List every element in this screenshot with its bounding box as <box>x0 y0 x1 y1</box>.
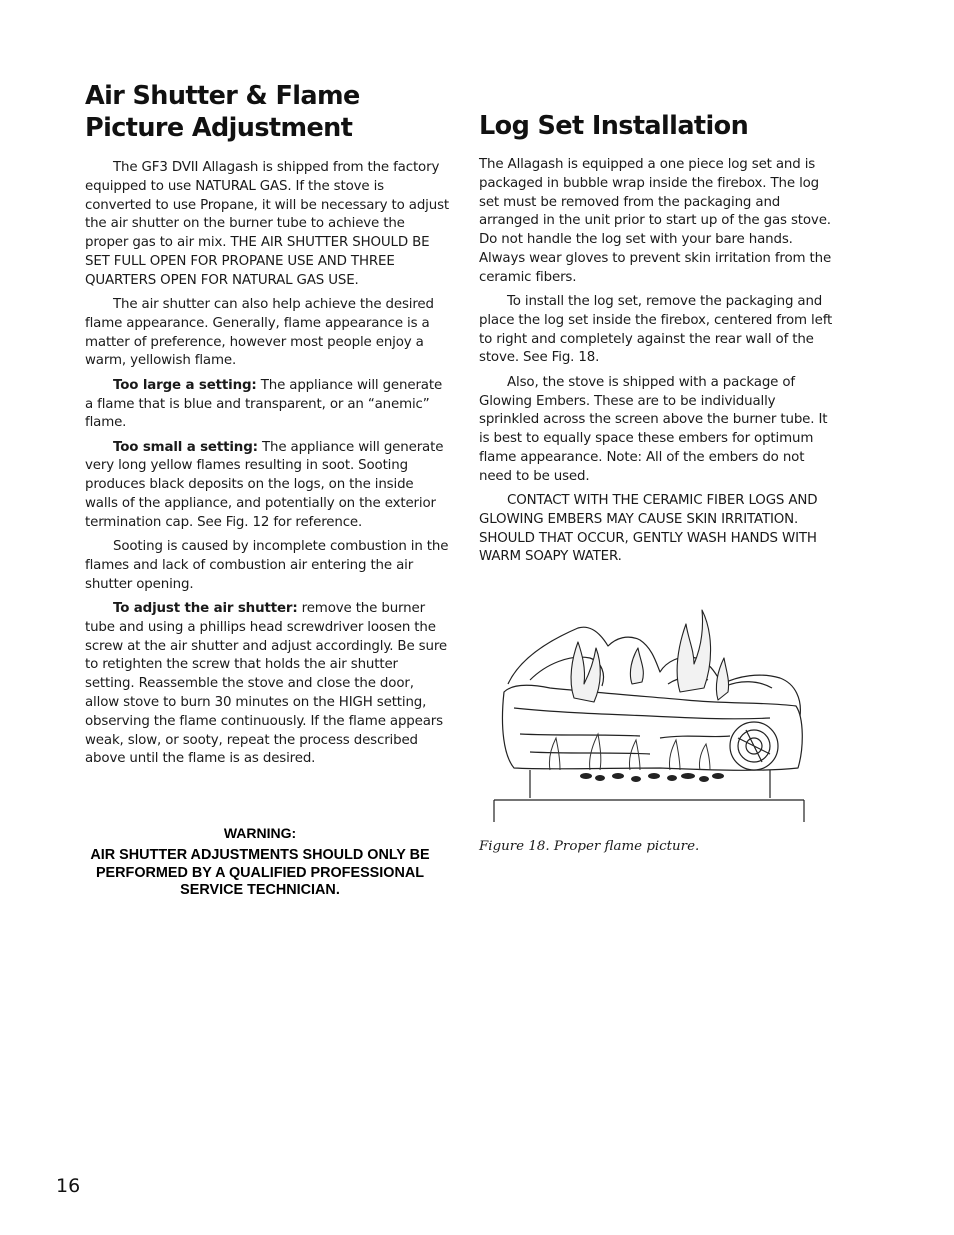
page-number: 16 <box>56 1175 81 1197</box>
paragraph: To install the log set, remove the packaging and place the log set inside the firebox, centered from left to right and completely against the rear wall of the stove. See Fig. 18. <box>479 294 833 366</box>
paragraph-label: Too large a setting: <box>113 377 257 393</box>
paragraph <box>85 439 450 533</box>
paragraph-text: The appliance will generate a flame that is blue and transparent, or an “anemic” flame. <box>85 377 443 431</box>
paragraph <box>85 600 450 769</box>
figure-caption: Figure 18. Proper flame picture. <box>479 839 700 854</box>
paragraph-label: To adjust the air shutter: <box>113 601 298 617</box>
warning-box <box>85 824 435 900</box>
left-column <box>85 80 450 775</box>
paragraph <box>85 377 450 433</box>
log-set-illustration <box>490 588 810 828</box>
paragraph-text: The appliance will generate very long yellow flames resulting in soot. Sooting produces black deposits on the logs, on the inside walls of the appliance, and potentially on the exterior termination cap. See Fig. 12 for reference. <box>85 439 444 530</box>
paragraph-label: Too small a setting: <box>113 439 258 455</box>
paragraph: CONTACT WITH THE CERAMIC FIBER LOGS AND GLOWING EMBERS MAY CAUSE SKIN IRRITATION. SHOULD THAT OCCUR, GENTLY WASH HANDS WITH WARM SOAPY WATER. <box>479 493 818 565</box>
warning-title: WARNING: <box>223 825 297 841</box>
section-title-air-shutter: Air Shutter & Flame Picture Adjustment <box>85 81 360 143</box>
paragraph: The GF3 DVII Allagash is shipped from the factory equipped to use NATURAL GAS. If the stove is converted to use Propane, it will be necessary to adjust the air shutter on the burner tube to achieve the proper gas to air mix. THE AIR SHUTTER SHOULD BE SET FULL OPEN FOR PROPANE USE AND THREE QUARTERS OPEN FOR NATURAL GAS USE. <box>85 160 450 288</box>
paragraph: The air shutter can also help achieve the desired flame appearance. Generally, flame appearance is a matter of preference, however most people enjoy a warm, yellowish flame. <box>85 297 434 369</box>
paragraph: Also, the stove is shipped with a package of Glowing Embers. These are to be individually sprinkled across the screen above the burner tube. It is best to equally space these embers for optimum flame appearance. Note: All of the embers do not need to be used. <box>479 374 828 484</box>
right-column <box>479 110 839 573</box>
warning-body: AIR SHUTTER ADJUSTMENTS SHOULD ONLY BE PERFORMED BY A QUALIFIED PROFESSIONAL SERVICE TECHNICIAN. <box>90 847 430 898</box>
paragraph: Sooting is caused by incomplete combustion in the flames and lack of combustion air entering the air shutter opening. <box>85 539 449 592</box>
paragraph: The Allagash is equipped a one piece log set and is packaged in bubble wrap inside the firebox. The log set must be removed from the packaging and arranged in the unit prior to start up of the gas stove. Do not handle the log set with your bare hands. Always wear gloves to prevent skin irritation from the ceramic fibers. <box>479 157 832 285</box>
section-title-log-set: Log Set Installation <box>479 111 749 141</box>
paragraph-text: remove the burner tube and using a phillips head screwdriver loosen the screw at the air shutter and adjust accordingly. Be sure to retighten the screw that holds the air shutter setting. Reassemble the stove and close the door, allow stove to burn 30 minutes on the HIGH setting, observing the flame continuously. If the flame appears weak, slow, or sooty, repeat the process described above until the flame is as desired. <box>85 601 447 767</box>
